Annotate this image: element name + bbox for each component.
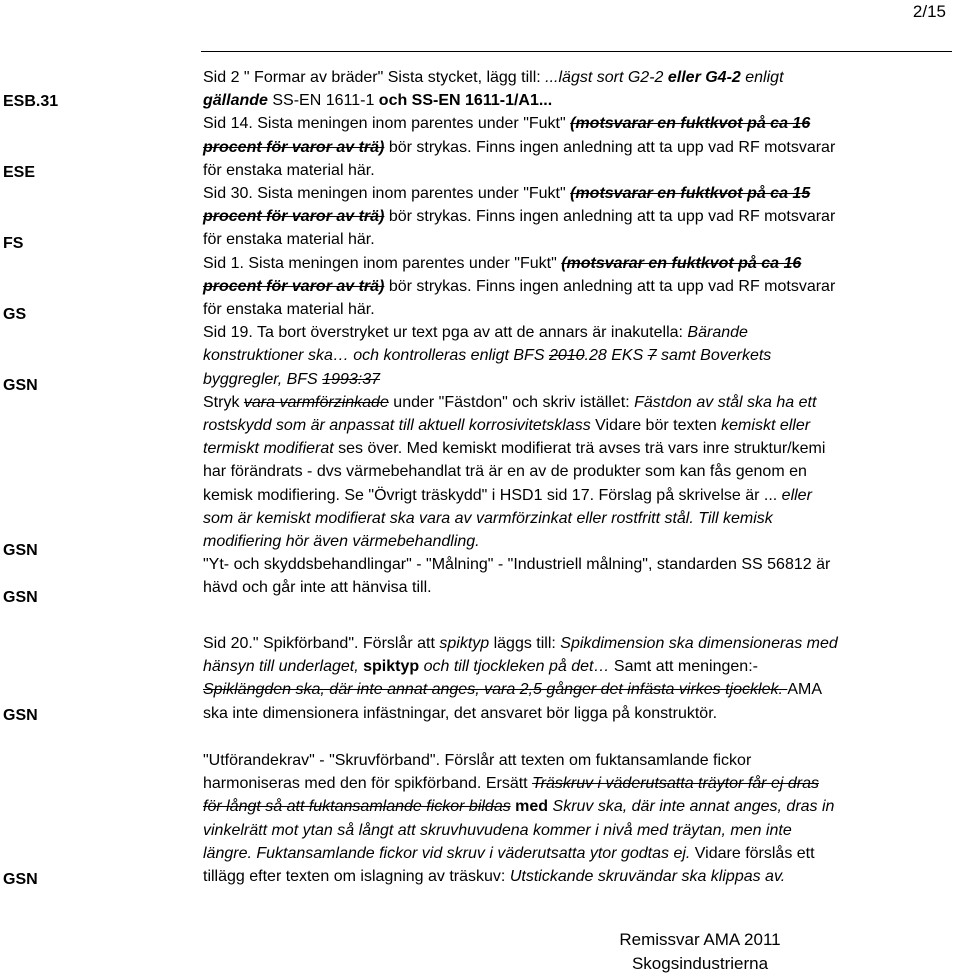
text-segment: för enstaka material här.	[203, 161, 375, 179]
text-segment: Stryk	[203, 393, 244, 411]
text-segment: för enstaka material här.	[203, 301, 375, 319]
text-segment: hänsyn till underlaget,	[203, 658, 364, 676]
text-segment: Bärande	[687, 324, 748, 342]
text-line	[203, 553, 953, 576]
page-number: 2/15	[912, 2, 946, 21]
text-segment: Sid 1. Sista meningen inom parentes under "Fukt"	[203, 254, 562, 272]
margin-mark-esb31: ESB.31	[3, 93, 59, 110]
text-line	[203, 702, 953, 725]
top-divider	[201, 51, 952, 52]
text-line	[203, 865, 953, 888]
text-segment: bör strykas. Finns ingen anledning att ta upp vad RF motsvarar	[384, 277, 836, 295]
text-segment: Samt att meningen:-	[609, 658, 758, 676]
text-segment: procent för varor av trä)	[203, 277, 385, 295]
text-segment: procent för varor av trä)	[203, 138, 385, 156]
text-segment: som är kemiskt modifierat ska vara av varmförzinkat eller rostfritt stål. Till kemisk	[203, 509, 773, 527]
text-segment: 7	[647, 347, 657, 365]
text-segment: vara varmförzinkade	[243, 393, 389, 411]
text-line	[203, 368, 953, 391]
text-line	[203, 842, 953, 865]
text-segment: (motsvarar en fuktkvot på ca 15	[570, 185, 811, 203]
text-segment: Träskruv i väderutsatta träytor får ej dras	[532, 775, 819, 793]
text-segment: ska inte dimensionera infästningar, det ansvaret bör ligga på konstruktör.	[203, 704, 718, 722]
text-line	[203, 678, 953, 701]
text-segment: Sid 14. Sista meningen inom parentes under "Fukt"	[203, 115, 571, 133]
text-segment: vinkelrätt mot ytan så långt att skruvhuvudena kommer i nivå med träytan, men inte	[203, 821, 792, 839]
text-segment: Fästdon av stål ska ha ett	[634, 393, 817, 411]
text-line	[203, 749, 953, 772]
text-segment: 2010	[548, 347, 585, 365]
section-2	[203, 632, 953, 725]
text-segment: enligt	[740, 69, 784, 86]
text-segment: gällande	[203, 92, 273, 110]
footer-organization: Skogsindustrierna	[631, 954, 769, 973]
text-segment: samt Boverkets	[656, 347, 772, 365]
text-line	[203, 136, 953, 159]
text-line	[203, 632, 953, 655]
text-segment: spiktyp	[363, 658, 420, 676]
text-line	[203, 437, 953, 460]
text-segment: kemiskt eller	[721, 417, 811, 435]
text-segment: kemisk modifiering. Se "Övrigt träskydd" i HSD1 sid 17. Förslag på skrivelse är ...	[203, 486, 778, 504]
text-segment: .28 EKS	[584, 347, 648, 365]
section-3	[203, 749, 953, 888]
text-line	[203, 112, 953, 135]
text-segment: tillägg efter texten om islagning av träskuv:	[203, 868, 510, 886]
footer-title: Remissvar AMA 2011	[619, 930, 781, 949]
text-line	[203, 795, 953, 818]
text-segment: Sid 20." Spikförband". Förslår att	[203, 635, 440, 652]
text-line	[203, 772, 953, 795]
margin-mark-gsn-5: GSN	[3, 871, 38, 888]
margin-mark-gsn-1: GSN	[3, 377, 38, 394]
text-line	[203, 159, 953, 182]
text-segment: bör strykas. Finns ingen anledning att ta upp vad RF motsvarar	[384, 138, 836, 156]
text-segment: Sid 30. Sista meningen inom parentes under "Fukt"	[203, 185, 571, 203]
text-segment: (motsvarar en fuktkvot på ca 16	[570, 115, 811, 133]
text-segment: bör strykas. Finns ingen anledning att ta upp vad RF motsvarar	[384, 208, 836, 226]
text-segment: Spikdimension ska dimensioneras med	[560, 635, 838, 652]
text-segment: SS-EN 1611-1	[272, 92, 375, 110]
text-line	[203, 655, 953, 678]
text-line	[203, 391, 953, 414]
text-segment: under "Fästdon" och skriv istället:	[388, 393, 635, 411]
text-segment: läggs till:	[489, 635, 561, 652]
text-segment: procent för varor av trä)	[203, 208, 385, 226]
text-line	[203, 89, 953, 112]
text-segment: (motsvarar en fuktkvot på ca 16	[561, 254, 802, 272]
text-segment: byggregler, BFS	[203, 370, 323, 388]
text-segment: och SS-EN 1611-1/A1...	[374, 92, 553, 110]
text-segment: Spiklängden ska, där inte annat anges, vara 2,5 gånger det infästa virkes tjocklek.	[203, 681, 788, 699]
margin-mark-gsn-4: GSN	[3, 707, 38, 724]
margin-mark-gsn-3: GSN	[3, 589, 38, 606]
text-line	[203, 414, 953, 437]
text-segment: konstruktioner ska… och kontrolleras enligt BFS	[203, 347, 549, 365]
text-segment: Utstickande skruvändar ska klippas av.	[509, 868, 786, 886]
text-line	[203, 66, 953, 89]
text-line	[203, 298, 953, 321]
text-line	[203, 228, 953, 251]
text-segment: modifiering hör även värmebehandling.	[203, 533, 480, 551]
text-segment: har förändrats - dvs värmebehandlat trä är en av de produkter som kan fås genom en	[203, 463, 807, 481]
text-line	[203, 484, 953, 507]
text-line	[203, 507, 953, 530]
text-segment: eller	[777, 486, 812, 504]
text-line	[203, 182, 953, 205]
margin-mark-ese: ESE	[3, 164, 36, 181]
text-line	[203, 576, 953, 599]
text-segment: Sid 19. Ta bort överstryket ur text pga av att de annars är inakutella:	[203, 324, 688, 342]
text-segment: "Utförandekrav" - "Skruvförband". Förslår att texten om fuktansamlande fickor	[203, 752, 752, 769]
text-segment: och till tjockleken på det…	[419, 658, 610, 676]
margin-mark-fs: FS	[3, 235, 24, 252]
text-segment: Sid 2 " Formar av bräder" Sista stycket, lägg till:	[203, 69, 546, 86]
text-line	[203, 460, 953, 483]
footer	[600, 928, 800, 976]
text-segment: ...lägst sort G2-2	[545, 69, 668, 86]
text-segment: 1993:37	[322, 370, 381, 388]
text-segment: termiskt modifierat	[203, 440, 334, 458]
text-segment: Vidare bör texten	[590, 417, 722, 435]
text-line	[203, 252, 953, 275]
text-segment: hävd och går inte att hänvisa till.	[203, 579, 432, 597]
text-line	[203, 344, 953, 367]
text-segment: Vidare förslås ett	[690, 844, 815, 862]
text-segment: harmoniseras med den för spikförband. Ersätt	[203, 775, 533, 793]
text-segment: eller G4-2	[667, 69, 741, 86]
text-line	[203, 205, 953, 228]
text-line	[203, 321, 953, 344]
text-segment: för enstaka material här.	[203, 231, 375, 249]
text-line	[203, 819, 953, 842]
margin-mark-gs: GS	[3, 306, 27, 323]
margin-mark-gsn-2: GSN	[3, 542, 38, 559]
text-segment: ses över. Med kemiskt modifierat trä avses trä vars inre struktur/kemi	[333, 440, 826, 458]
text-line	[203, 530, 953, 553]
text-segment: rostskydd som är anpassat till aktuell korrosivitetsklass	[203, 417, 591, 435]
text-segment: AMA	[787, 681, 823, 699]
text-segment: spiktyp	[439, 635, 490, 652]
section-1	[203, 66, 953, 600]
text-line	[203, 275, 953, 298]
text-segment: med	[510, 798, 553, 816]
text-segment: längre. Fuktansamlande fickor vid skruv i väderutsatta ytor godtas ej.	[203, 844, 691, 862]
text-segment: Skruv ska, där inte annat anges, dras in	[552, 798, 835, 816]
text-segment: "Yt- och skyddsbehandlingar" - "Målning" - "Industriell målning", standarden SS 56812 är	[203, 556, 831, 574]
text-segment: för långt så att fuktansamlande fickor bildas	[203, 798, 511, 816]
